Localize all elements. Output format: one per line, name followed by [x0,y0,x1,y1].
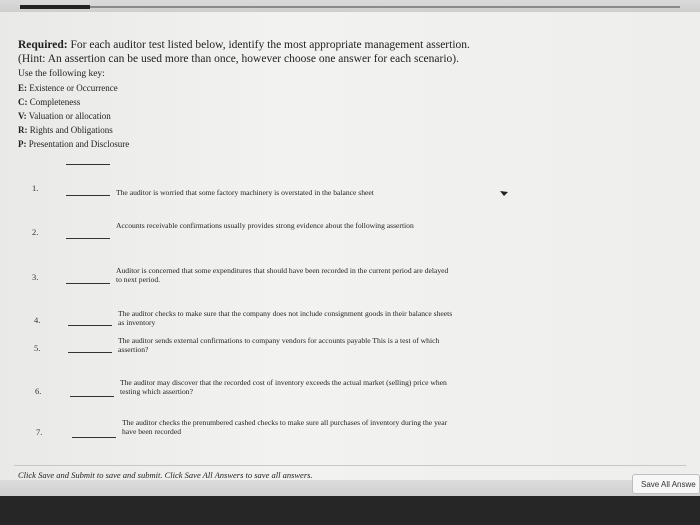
question-page [0,12,700,480]
question-number: 1. [32,183,39,193]
required-instruction [18,39,470,51]
question-text-5: The auditor sends external confirmations to company vendors for accounts payable This is a test of which assertion? [118,336,440,354]
key-item-v: V: Valuation or allocation [18,111,111,121]
answer-blank-6[interactable] [70,396,114,397]
answer-blank-1[interactable] [66,195,110,196]
key-item-c: C: Completeness [18,97,81,107]
save-all-answers-button[interactable]: Save All Answe [632,474,700,494]
question-text-1: The auditor is worried that some factory machinery is overstated in the balance sheet [116,188,374,197]
question-number: 5. [34,343,41,353]
question-number: 7. [36,427,43,437]
hint-text: (Hint: An assertion can be used more than once, however choose one answer for each scenario). [18,53,459,65]
answer-blank-2[interactable] [66,238,110,239]
question-number: 6. [35,386,42,396]
bottom-bar [0,480,700,525]
required-text: For each auditor test listed below, identify the most appropriate management assertion. [67,39,470,51]
question-text-2: Accounts receivable confirmations usually provides strong evidence about the following assertion [116,221,414,230]
footer-divider [14,465,686,466]
required-label: Required: [18,39,68,51]
mouse-cursor-icon [500,184,509,202]
key-heading: Use the following key: [18,69,105,79]
key-item-p: P: Presentation and Disclosure [18,139,130,149]
answer-blank-5[interactable] [68,352,112,353]
key-item-e: E: Existence or Occurrence [18,83,118,93]
question-number: 4. [34,315,41,325]
question-number: 2. [32,227,39,237]
question-text-6: The auditor may discover that the recorded cost of inventory exceeds the actual market (selling) price when testing which assertion? [120,378,447,396]
answer-blank-7[interactable] [72,437,116,438]
browser-top-strip [0,0,700,12]
progress-marker [20,5,90,9]
footer-note: Click Save and Submit to save and submit. Click Save All Answers to save all answers. [18,470,313,480]
question-text-4: The auditor checks to make sure that the company does not include consignment goods in their balance sheets as inventory [118,309,453,327]
progress-line [20,6,680,8]
answer-blank-3[interactable] [66,283,110,284]
example-answer-blank [66,164,110,165]
key-item-r: R: Rights and Obligations [18,125,113,135]
question-text-3: Auditor is concerned that some expenditures that should have been recorded in the current period are delayed to next period. [116,266,449,284]
answer-blank-4[interactable] [68,325,112,326]
bottom-panel [0,480,700,496]
question-number: 3. [32,272,39,282]
question-text-7: The auditor checks the prenumbered cashed checks to make sure all purchases of inventory during the year have been recorded [122,418,448,436]
